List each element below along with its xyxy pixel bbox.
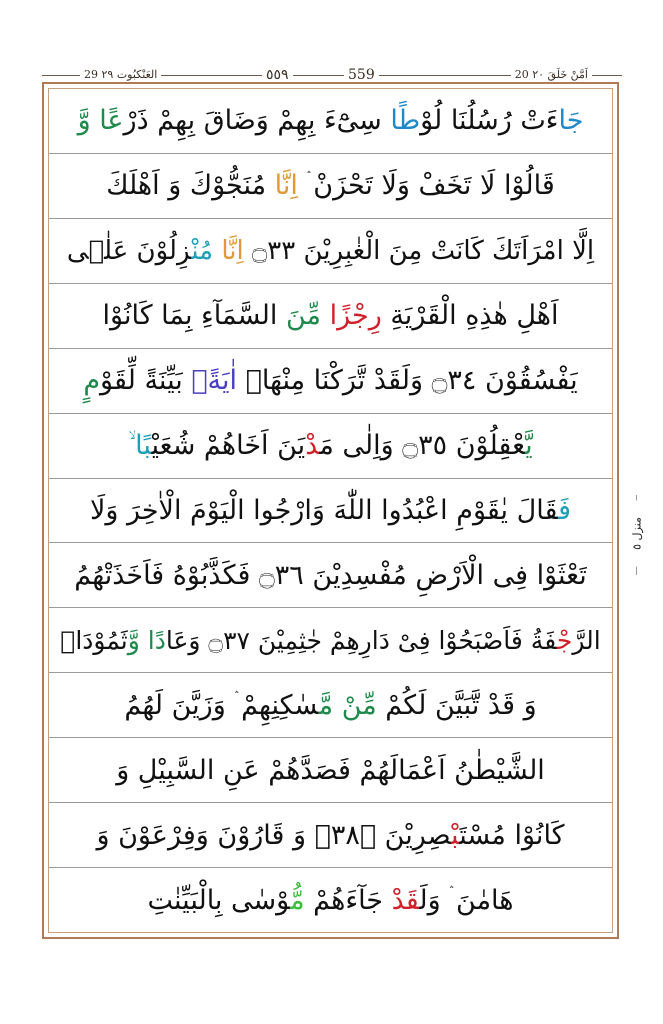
text-line <box>49 608 612 673</box>
text-segment: زِلُوْنَ عَلٰۤى <box>66 235 192 266</box>
text-line <box>49 479 612 544</box>
text-segment: سِیْٓءَ بِهِمْ وَضَاقَ بِهِمْ ذَرْ <box>123 105 391 137</box>
verse-text <box>89 494 572 526</box>
verse-text <box>124 689 537 721</box>
text-segment: عًا وَّ <box>77 105 124 137</box>
text-segment: سٰكِنِهِمْ ۛ وَزَیَّنَ لَهُمُ <box>124 689 319 721</box>
verse-text <box>147 884 514 916</box>
manzil-label: منزل ٥ <box>631 501 644 567</box>
verse-text <box>60 625 601 655</box>
text-segment: یَنَ اَخَاهُمْ شُعَیْ <box>151 430 306 462</box>
text-line <box>49 154 612 219</box>
text-segment: عْقِلُوْنَ ۝٣٥ وَاِلٰى مَ <box>319 430 526 462</box>
juz-name: 20 اَمَّنْ خَلَقَ ٢٠ <box>511 66 592 84</box>
surah-name: 29 العَنْكبُوت ٢٩ <box>80 66 161 84</box>
text-segment: السَّمَآءِ بِمَا كَانُوْا <box>102 300 286 332</box>
text-segment: بَیِّنَةً لِّقَوْ <box>100 365 192 397</box>
page-frame <box>48 88 613 933</box>
text-segment: الشَّیْطٰنُ اَعْمَالَهُمْ فَصَدَّهُمْ عَنِ السَّبِیْلِ وَ <box>116 754 545 786</box>
page-number: 559 <box>344 66 379 84</box>
text-line <box>49 738 612 803</box>
text-segment: جْ <box>556 625 573 655</box>
text-segment: بْ <box>451 819 460 851</box>
verse-text <box>77 105 584 137</box>
text-segment: هَامٰنَ ۛ وَلَ <box>419 884 514 916</box>
text-segment: طًا <box>390 105 421 137</box>
text-segment: دْ <box>305 430 320 462</box>
text-segment: اٰیَةًۢ <box>191 365 238 397</box>
verse-text <box>106 170 555 202</box>
text-segment: وَ قَدْ تَّبَیَّنَ لَكُمْ <box>376 689 537 721</box>
text-segment: فَ <box>558 494 572 526</box>
verse-text <box>96 819 565 851</box>
text-segment: رِجْزًا <box>329 300 382 332</box>
text-segment: وْسٰى بِالْبَیِّنٰتِ <box>147 884 291 916</box>
text-segment: قَالُوْا لَا تَخَفْ وَلَا تَحْزَنْ ۛ <box>297 170 555 202</box>
text-segment: اِنَّا <box>221 235 244 266</box>
text-segment: ءَتْ رُسُلُنَا لُوْ <box>420 105 559 137</box>
text-segment: مِّنْ <box>341 689 377 721</box>
text-segment: جَا <box>558 105 584 137</box>
verse-text <box>128 430 533 462</box>
text-line <box>49 868 612 932</box>
text-segment: قَدْ <box>391 884 420 916</box>
text-segment: الرَّ <box>572 625 601 655</box>
text-line <box>49 803 612 868</box>
text-segment: اِلَّا امْرَاَتَكَ كَانَتْ مِنَ الْغٰبِرِیْنَ ۝٣٣ <box>243 235 595 266</box>
text-segment: دًا وَّ <box>127 625 166 655</box>
verse-text <box>74 559 587 591</box>
text-segment: مٍ <box>83 365 101 397</box>
text-lines <box>49 89 612 932</box>
verse-text <box>66 235 595 266</box>
verse-text <box>83 365 578 397</box>
text-line <box>49 673 612 738</box>
text-segment: یَفْسُقُوْنَ ۝٣٤ وَلَقَدْ تَّرَكْنَا مِنْهَاۤ <box>237 365 578 397</box>
text-segment: اِنَّا <box>274 170 298 202</box>
text-line <box>49 284 612 349</box>
text-line <box>49 89 612 154</box>
verse-text <box>102 300 559 332</box>
text-line <box>49 349 612 414</box>
text-segment: بًا ۙ <box>128 430 152 462</box>
text-segment: مَّ <box>318 689 342 721</box>
text-segment: جَآءَهُمْ <box>304 884 392 916</box>
page-number-arabic: ٥٥٩ <box>262 66 293 84</box>
text-segment: یَّ <box>525 430 533 462</box>
manzil-marker <box>628 495 646 575</box>
text-segment: ثَمُوْدَاۡ <box>60 625 128 655</box>
verse-text <box>116 754 545 786</box>
text-segment: صِرِیْنَ ۝٣٨ۙ وَ قَارُوْنَ وَفِرْعَوْنَ وَ <box>96 819 452 851</box>
text-segment: فَةُ فَاَصْبَحُوْا فِیْ دَارِهِمْ جٰثِمِیْنَ ۝٣٧ وَعَا <box>165 625 557 655</box>
text-segment: مُنْ <box>191 235 222 266</box>
text-segment: تَعْثَوْا فِی الْاَرْضِ مُفْسِدِیْنَ ۝٣٦ فَكَذَّبُوْهُ فَاَخَذَتْهُمُ <box>74 559 587 591</box>
text-segment: اَهْلِ هٰذِهِ الْقَرْیَةِ <box>381 300 559 332</box>
text-segment: مِّنَ <box>286 300 330 332</box>
text-segment: مُنَجُّوْكَ وَ اَهْلَكَ <box>106 170 275 202</box>
text-line <box>49 543 612 608</box>
text-line <box>49 414 612 479</box>
text-segment: مُّ <box>290 884 305 916</box>
text-segment: كَانُوْا مُسْتَ <box>459 819 565 851</box>
text-segment: قَالَ یٰقَوْمِ اعْبُدُوا اللّٰهَ وَارْجُوا الْیَوْمَ الْاٰخِرَ وَلَا <box>89 494 559 526</box>
text-line <box>49 219 612 284</box>
